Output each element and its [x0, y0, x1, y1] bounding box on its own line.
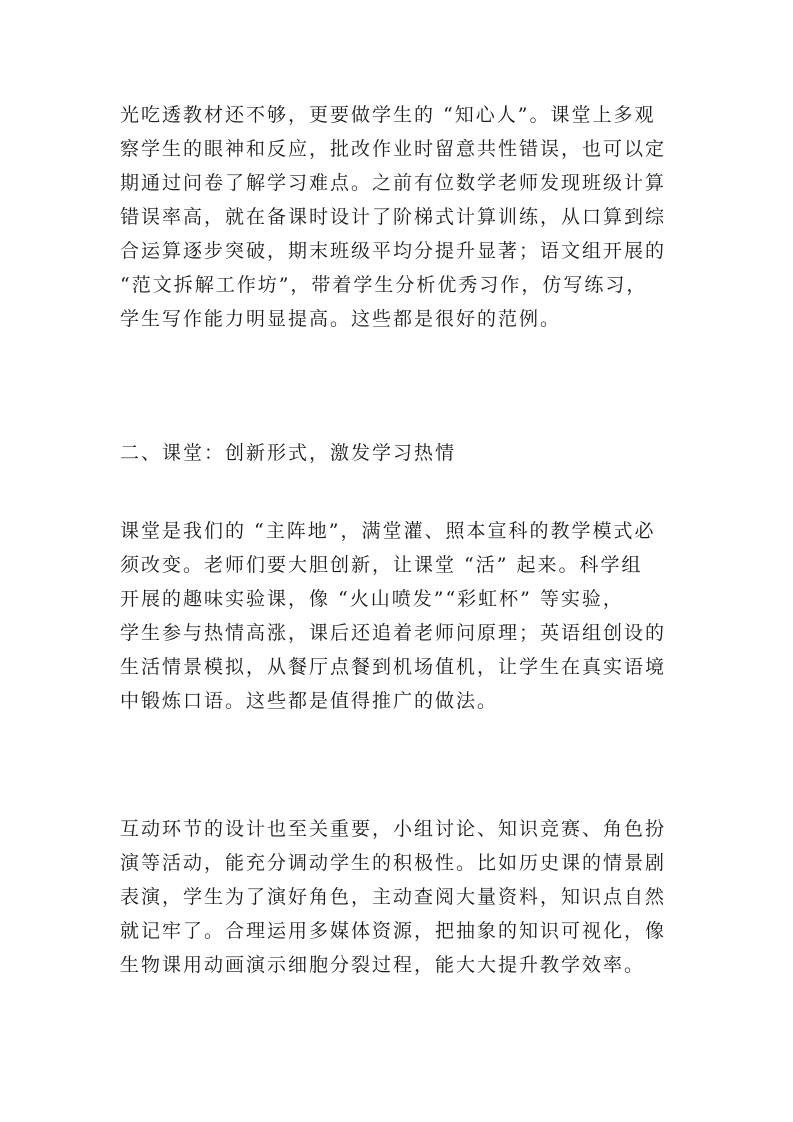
paragraph-line: 课堂是我们的 “主阵地”，满堂灌、照本宣科的教学模式必 [120, 520, 656, 542]
paragraph-line: 就记牢了。合理运用多媒体资源，把抽象的知识可视化，像 [120, 920, 667, 942]
paragraph-line: 学生参与热情高涨，课后还追着老师问原理；英语组创设的 [120, 622, 667, 644]
paragraph-line: 生活情景模拟，从餐厅点餐到机场值机，让学生在真实语境 [120, 656, 667, 678]
paragraph-line: 生物课用动画演示细胞分裂过程，能大大提升教学效率。 [120, 954, 646, 976]
paragraph-line: 中锻炼口语。这些都是值得推广的做法。 [120, 690, 499, 712]
paragraph-line: 学生写作能力明显提高。这些都是很好的范例。 [120, 308, 562, 330]
body-paragraph [120, 812, 676, 982]
paragraph-line: 表演，学生为了演好角色，主动查阅大量资料，知识点自然 [120, 886, 667, 908]
paragraph-line: 开展的趣味实验课，像 “火山喷发”“彩虹杯” 等实验， [120, 588, 624, 610]
paragraph-line: “范文拆解工作坊”，带着学生分析优秀习作，仿写练习， [120, 274, 648, 296]
section-heading [120, 436, 676, 470]
paragraph-line: 察学生的眼神和反应，批改作业时留意共性错误，也可以定 [120, 138, 667, 160]
body-paragraph [120, 514, 676, 718]
paragraph-line: 光吃透教材还不够，更要做学生的 “知心人”。课堂上多观 [120, 104, 656, 126]
paragraph-line: 须改变。老师们要大胆创新，让课堂 “活” 起来。科学组 [120, 554, 643, 576]
body-paragraph [120, 98, 676, 336]
paragraph-line: 期通过问卷了解学习难点。之前有位数学老师发现班级计算 [120, 172, 667, 194]
paragraph-line: 错误率高，就在备课时设计了阶梯式计算训练，从口算到综 [120, 206, 667, 228]
paragraph-line: 互动环节的设计也至关重要，小组讨论、知识竞赛、角色扮 [120, 818, 667, 840]
paragraph-line: 合运算逐步突破，期末班级平均分提升显著；语文组开展的 [120, 240, 667, 262]
section-heading-text: 二、课堂：创新形式，激发学习热情 [120, 442, 457, 464]
paragraph-line: 演等活动，能充分调动学生的积极性。比如历史课的情景剧 [120, 852, 667, 874]
